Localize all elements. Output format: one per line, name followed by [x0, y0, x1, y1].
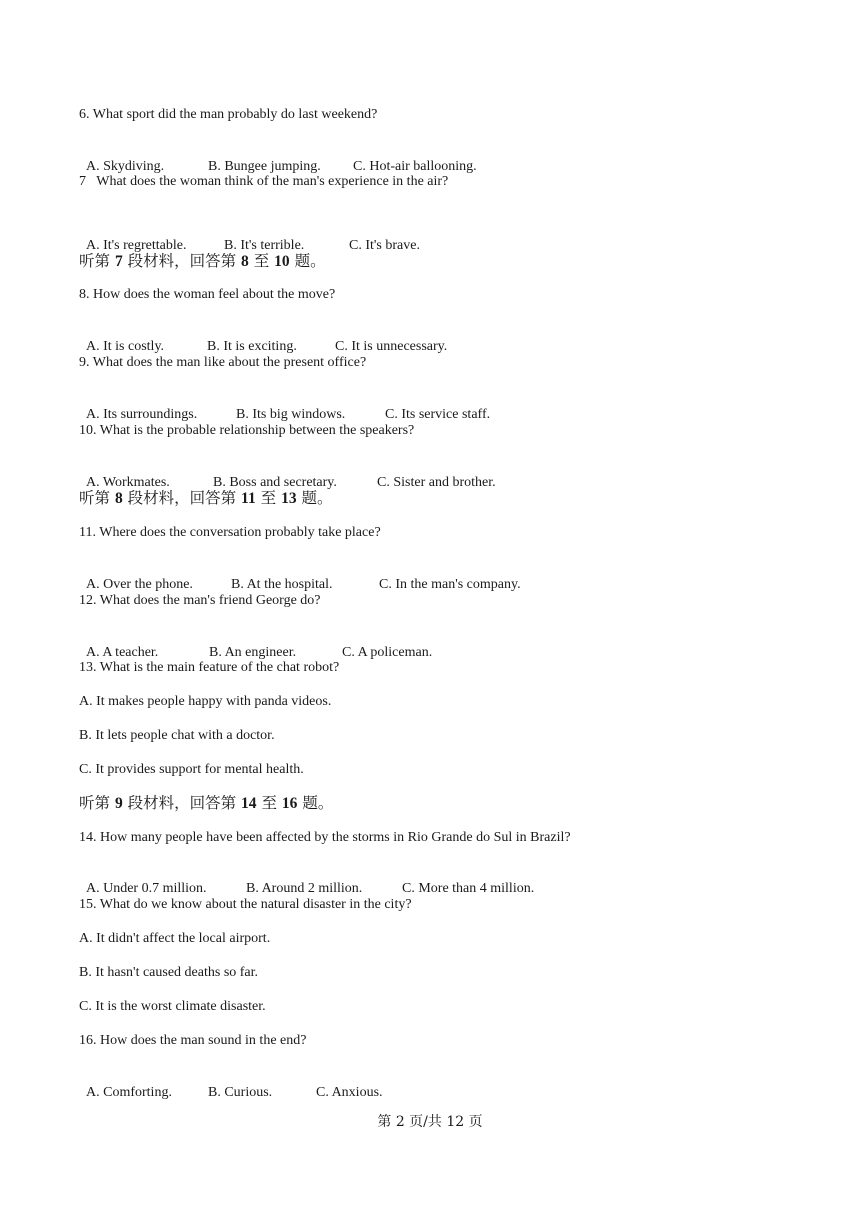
option-a: A. It is costly. [86, 339, 165, 354]
section-heading-8: 听第 8 段材料，回答第 11 至 13 题。 [79, 489, 333, 507]
option-c: C. It is unnecessary. [335, 339, 448, 354]
options-q11 [79, 558, 521, 594]
section-heading-7: 听第 7 段材料，回答第 8 至 10 题。 [79, 252, 326, 270]
option-c: C. More than 4 million. [402, 881, 535, 896]
question-8: 8. How does the woman feel about the move? [79, 287, 336, 302]
options-q10 [79, 456, 496, 492]
option-a: A. It's regrettable. [86, 238, 187, 253]
option-a: A. It makes people happy with panda videos. [79, 694, 332, 709]
option-c: C. Hot-air ballooning. [353, 159, 477, 174]
question-12: 12. What does the man's friend George do? [79, 593, 321, 608]
option-b: B. Around 2 million. [246, 881, 363, 896]
option-a: A. It didn't affect the local airport. [79, 931, 271, 946]
option-b: B. It lets people chat with a doctor. [79, 728, 275, 743]
question-7: 7 What does the woman think of the man's experience in the air? [79, 174, 449, 189]
option-b: B. Boss and secretary. [213, 475, 337, 490]
option-b: B. An engineer. [209, 645, 297, 660]
question-16: 16. How does the man sound in the end? [79, 1033, 307, 1048]
option-c: C. Its service staff. [385, 407, 491, 422]
options-q9 [79, 388, 490, 424]
option-b: B. It is exciting. [207, 339, 297, 354]
option-a: A. Workmates. [86, 475, 170, 490]
option-c: C. Sister and brother. [377, 475, 496, 490]
option-a: A. Under 0.7 million. [86, 881, 207, 896]
option-c: C. It is the worst climate disaster. [79, 999, 266, 1014]
option-b: B. At the hospital. [231, 577, 333, 592]
page-number-footer: 第 2 页/共 12 页 [377, 1114, 483, 1130]
options-q6 [79, 140, 477, 176]
option-c: C. In the man's company. [379, 577, 521, 592]
options-q12 [79, 626, 432, 662]
question-6: 6. What sport did the man probably do last weekend? [79, 107, 378, 122]
option-c: C. It's brave. [349, 238, 420, 253]
question-10: 10. What is the probable relationship between the speakers? [79, 423, 415, 438]
options-q16 [79, 1066, 383, 1102]
option-a: A. Its surroundings. [86, 407, 198, 422]
question-14: 14. How many people have been affected by the storms in Rio Grande do Sul in Brazil? [79, 830, 571, 845]
option-b: B. Its big windows. [236, 407, 346, 422]
option-c: C. It provides support for mental health. [79, 762, 304, 777]
options-q14 [79, 862, 534, 898]
option-c: C. Anxious. [316, 1085, 383, 1100]
option-a: A. A teacher. [86, 645, 159, 660]
section-heading-9: 听第 9 段材料，回答第 14 至 16 题。 [79, 794, 334, 812]
question-11: 11. Where does the conversation probably take place? [79, 525, 381, 540]
option-b: B. Curious. [208, 1085, 273, 1100]
option-a: A. Over the phone. [86, 577, 193, 592]
options-q8 [79, 320, 447, 356]
question-15: 15. What do we know about the natural disaster in the city? [79, 897, 412, 912]
question-9: 9. What does the man like about the present office? [79, 355, 367, 370]
option-a: A. Skydiving. [86, 159, 165, 174]
option-b: B. It hasn't caused deaths so far. [79, 965, 259, 980]
options-q7 [79, 219, 420, 255]
question-13: 13. What is the main feature of the chat robot? [79, 660, 340, 675]
option-c: C. A policeman. [342, 645, 433, 660]
option-a: A. Comforting. [86, 1085, 172, 1100]
option-b: B. It's terrible. [224, 238, 305, 253]
option-b: B. Bungee jumping. [208, 159, 321, 174]
